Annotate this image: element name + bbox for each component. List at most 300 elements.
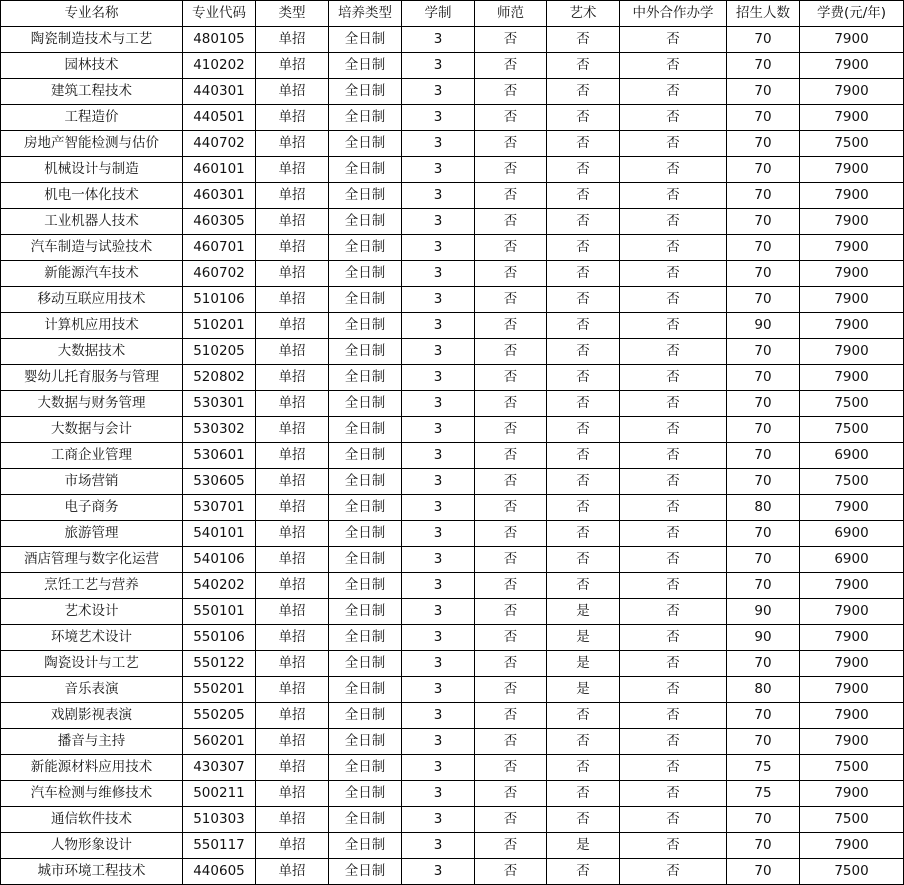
cell-major-name: 环境艺术设计 xyxy=(1,625,183,651)
cell-major-code: 530701 xyxy=(183,495,256,521)
column-header-tuition: 学费(元/年) xyxy=(800,1,904,27)
cell-art: 否 xyxy=(547,781,620,807)
cell-type: 单招 xyxy=(256,703,329,729)
cell-study-mode: 全日制 xyxy=(329,807,402,833)
cell-major-code: 460305 xyxy=(183,209,256,235)
cell-major-code: 440605 xyxy=(183,859,256,885)
cell-tuition: 7900 xyxy=(800,677,904,703)
cell-major-code: 440501 xyxy=(183,105,256,131)
table-row xyxy=(1,417,904,443)
cell-type: 单招 xyxy=(256,105,329,131)
cell-joint-program: 否 xyxy=(620,469,727,495)
cell-duration: 3 xyxy=(402,651,475,677)
table-row xyxy=(1,729,904,755)
cell-joint-program: 否 xyxy=(620,209,727,235)
cell-study-mode: 全日制 xyxy=(329,235,402,261)
table-row xyxy=(1,105,904,131)
table-row xyxy=(1,547,904,573)
table-row xyxy=(1,53,904,79)
cell-duration: 3 xyxy=(402,521,475,547)
cell-major-name: 建筑工程技术 xyxy=(1,79,183,105)
cell-enrollment: 70 xyxy=(727,79,800,105)
cell-duration: 3 xyxy=(402,365,475,391)
cell-joint-program: 否 xyxy=(620,599,727,625)
cell-art: 否 xyxy=(547,391,620,417)
cell-study-mode: 全日制 xyxy=(329,755,402,781)
cell-study-mode: 全日制 xyxy=(329,729,402,755)
table-row xyxy=(1,131,904,157)
cell-art: 否 xyxy=(547,495,620,521)
table-body xyxy=(1,27,904,885)
cell-enrollment: 70 xyxy=(727,547,800,573)
column-header-major-name: 专业名称 xyxy=(1,1,183,27)
cell-teacher-training: 否 xyxy=(475,287,547,313)
cell-enrollment: 75 xyxy=(727,781,800,807)
cell-major-name: 工程造价 xyxy=(1,105,183,131)
cell-study-mode: 全日制 xyxy=(329,833,402,859)
cell-joint-program: 否 xyxy=(620,703,727,729)
cell-joint-program: 否 xyxy=(620,339,727,365)
cell-art: 否 xyxy=(547,469,620,495)
cell-enrollment: 80 xyxy=(727,495,800,521)
cell-type: 单招 xyxy=(256,599,329,625)
cell-art: 是 xyxy=(547,599,620,625)
cell-major-name: 房地产智能检测与估价 xyxy=(1,131,183,157)
cell-study-mode: 全日制 xyxy=(329,339,402,365)
table-row xyxy=(1,313,904,339)
cell-duration: 3 xyxy=(402,391,475,417)
cell-enrollment: 70 xyxy=(727,261,800,287)
cell-tuition: 7500 xyxy=(800,469,904,495)
column-header-major-code: 专业代码 xyxy=(183,1,256,27)
cell-joint-program: 否 xyxy=(620,521,727,547)
table-row xyxy=(1,833,904,859)
cell-type: 单招 xyxy=(256,651,329,677)
cell-joint-program: 否 xyxy=(620,781,727,807)
table-row xyxy=(1,469,904,495)
cell-teacher-training: 否 xyxy=(475,781,547,807)
cell-duration: 3 xyxy=(402,495,475,521)
cell-enrollment: 70 xyxy=(727,729,800,755)
cell-enrollment: 70 xyxy=(727,573,800,599)
cell-enrollment: 70 xyxy=(727,833,800,859)
cell-joint-program: 否 xyxy=(620,495,727,521)
cell-enrollment: 90 xyxy=(727,625,800,651)
cell-joint-program: 否 xyxy=(620,131,727,157)
cell-art: 否 xyxy=(547,131,620,157)
cell-art: 否 xyxy=(547,105,620,131)
cell-tuition: 7500 xyxy=(800,391,904,417)
cell-tuition: 7900 xyxy=(800,313,904,339)
column-header-joint-program: 中外合作办学 xyxy=(620,1,727,27)
cell-major-name: 市场营销 xyxy=(1,469,183,495)
cell-teacher-training: 否 xyxy=(475,469,547,495)
cell-major-code: 550117 xyxy=(183,833,256,859)
cell-tuition: 7500 xyxy=(800,807,904,833)
table-row xyxy=(1,625,904,651)
cell-joint-program: 否 xyxy=(620,833,727,859)
cell-major-code: 500211 xyxy=(183,781,256,807)
cell-duration: 3 xyxy=(402,469,475,495)
table-row xyxy=(1,235,904,261)
cell-type: 单招 xyxy=(256,443,329,469)
table-row xyxy=(1,79,904,105)
table-row xyxy=(1,651,904,677)
cell-major-name: 移动互联应用技术 xyxy=(1,287,183,313)
cell-tuition: 7900 xyxy=(800,833,904,859)
cell-enrollment: 70 xyxy=(727,105,800,131)
cell-duration: 3 xyxy=(402,677,475,703)
cell-duration: 3 xyxy=(402,807,475,833)
cell-enrollment: 90 xyxy=(727,313,800,339)
cell-teacher-training: 否 xyxy=(475,755,547,781)
cell-study-mode: 全日制 xyxy=(329,443,402,469)
table-row xyxy=(1,807,904,833)
cell-major-name: 旅游管理 xyxy=(1,521,183,547)
cell-art: 否 xyxy=(547,27,620,53)
cell-duration: 3 xyxy=(402,105,475,131)
cell-art: 否 xyxy=(547,859,620,885)
cell-enrollment: 70 xyxy=(727,365,800,391)
cell-duration: 3 xyxy=(402,79,475,105)
cell-major-name: 陶瓷制造技术与工艺 xyxy=(1,27,183,53)
table-row xyxy=(1,703,904,729)
cell-duration: 3 xyxy=(402,235,475,261)
cell-study-mode: 全日制 xyxy=(329,183,402,209)
cell-major-name: 烹饪工艺与营养 xyxy=(1,573,183,599)
cell-art: 否 xyxy=(547,79,620,105)
cell-art: 否 xyxy=(547,755,620,781)
cell-teacher-training: 否 xyxy=(475,131,547,157)
cell-joint-program: 否 xyxy=(620,651,727,677)
cell-duration: 3 xyxy=(402,729,475,755)
cell-art: 是 xyxy=(547,833,620,859)
column-header-study-mode: 培养类型 xyxy=(329,1,402,27)
cell-type: 单招 xyxy=(256,781,329,807)
cell-art: 否 xyxy=(547,703,620,729)
cell-type: 单招 xyxy=(256,53,329,79)
cell-tuition: 7500 xyxy=(800,417,904,443)
column-header-duration: 学制 xyxy=(402,1,475,27)
cell-major-name: 播音与主持 xyxy=(1,729,183,755)
cell-duration: 3 xyxy=(402,261,475,287)
cell-tuition: 6900 xyxy=(800,521,904,547)
cell-major-name: 陶瓷设计与工艺 xyxy=(1,651,183,677)
cell-duration: 3 xyxy=(402,755,475,781)
cell-art: 否 xyxy=(547,339,620,365)
cell-type: 单招 xyxy=(256,521,329,547)
cell-joint-program: 否 xyxy=(620,53,727,79)
cell-teacher-training: 否 xyxy=(475,677,547,703)
cell-major-code: 530605 xyxy=(183,469,256,495)
cell-major-code: 430307 xyxy=(183,755,256,781)
cell-joint-program: 否 xyxy=(620,859,727,885)
cell-teacher-training: 否 xyxy=(475,729,547,755)
cell-enrollment: 70 xyxy=(727,469,800,495)
cell-teacher-training: 否 xyxy=(475,495,547,521)
cell-major-code: 550101 xyxy=(183,599,256,625)
cell-study-mode: 全日制 xyxy=(329,547,402,573)
cell-major-code: 550201 xyxy=(183,677,256,703)
cell-teacher-training: 否 xyxy=(475,807,547,833)
cell-type: 单招 xyxy=(256,157,329,183)
cell-major-name: 人物形象设计 xyxy=(1,833,183,859)
cell-tuition: 7900 xyxy=(800,729,904,755)
cell-art: 否 xyxy=(547,521,620,547)
cell-teacher-training: 否 xyxy=(475,209,547,235)
table-row xyxy=(1,261,904,287)
cell-major-name: 机电一体化技术 xyxy=(1,183,183,209)
cell-study-mode: 全日制 xyxy=(329,781,402,807)
cell-tuition: 7900 xyxy=(800,651,904,677)
cell-type: 单招 xyxy=(256,27,329,53)
cell-type: 单招 xyxy=(256,573,329,599)
cell-teacher-training: 否 xyxy=(475,703,547,729)
cell-type: 单招 xyxy=(256,313,329,339)
cell-major-code: 520802 xyxy=(183,365,256,391)
cell-major-code: 440702 xyxy=(183,131,256,157)
cell-major-code: 530302 xyxy=(183,417,256,443)
cell-tuition: 7900 xyxy=(800,625,904,651)
cell-art: 否 xyxy=(547,261,620,287)
cell-major-name: 艺术设计 xyxy=(1,599,183,625)
cell-teacher-training: 否 xyxy=(475,573,547,599)
cell-enrollment: 70 xyxy=(727,235,800,261)
cell-duration: 3 xyxy=(402,183,475,209)
cell-major-code: 410202 xyxy=(183,53,256,79)
cell-type: 单招 xyxy=(256,547,329,573)
cell-tuition: 7900 xyxy=(800,703,904,729)
cell-type: 单招 xyxy=(256,339,329,365)
cell-duration: 3 xyxy=(402,547,475,573)
cell-major-name: 工商企业管理 xyxy=(1,443,183,469)
cell-tuition: 7900 xyxy=(800,287,904,313)
cell-joint-program: 否 xyxy=(620,365,727,391)
cell-study-mode: 全日制 xyxy=(329,469,402,495)
cell-duration: 3 xyxy=(402,859,475,885)
cell-major-name: 汽车制造与试验技术 xyxy=(1,235,183,261)
cell-tuition: 7900 xyxy=(800,573,904,599)
table-row xyxy=(1,183,904,209)
cell-study-mode: 全日制 xyxy=(329,287,402,313)
cell-major-name: 计算机应用技术 xyxy=(1,313,183,339)
cell-type: 单招 xyxy=(256,495,329,521)
cell-major-name: 汽车检测与维修技术 xyxy=(1,781,183,807)
cell-enrollment: 80 xyxy=(727,677,800,703)
table-row xyxy=(1,781,904,807)
cell-joint-program: 否 xyxy=(620,547,727,573)
table-row xyxy=(1,27,904,53)
cell-study-mode: 全日制 xyxy=(329,417,402,443)
cell-tuition: 7900 xyxy=(800,599,904,625)
cell-enrollment: 70 xyxy=(727,183,800,209)
cell-duration: 3 xyxy=(402,625,475,651)
table-row xyxy=(1,755,904,781)
cell-major-code: 510106 xyxy=(183,287,256,313)
cell-major-code: 540106 xyxy=(183,547,256,573)
cell-major-name: 城市环境工程技术 xyxy=(1,859,183,885)
cell-art: 否 xyxy=(547,53,620,79)
cell-tuition: 7900 xyxy=(800,157,904,183)
cell-art: 否 xyxy=(547,547,620,573)
cell-enrollment: 70 xyxy=(727,417,800,443)
cell-tuition: 6900 xyxy=(800,547,904,573)
cell-art: 否 xyxy=(547,807,620,833)
cell-enrollment: 70 xyxy=(727,287,800,313)
cell-tuition: 7900 xyxy=(800,495,904,521)
cell-major-name: 新能源汽车技术 xyxy=(1,261,183,287)
cell-major-code: 480105 xyxy=(183,27,256,53)
table-row xyxy=(1,365,904,391)
cell-art: 否 xyxy=(547,287,620,313)
cell-study-mode: 全日制 xyxy=(329,313,402,339)
cell-type: 单招 xyxy=(256,469,329,495)
cell-art: 否 xyxy=(547,573,620,599)
table-row xyxy=(1,859,904,885)
cell-major-name: 通信软件技术 xyxy=(1,807,183,833)
cell-art: 否 xyxy=(547,313,620,339)
column-header-art: 艺术 xyxy=(547,1,620,27)
cell-duration: 3 xyxy=(402,339,475,365)
cell-major-name: 大数据技术 xyxy=(1,339,183,365)
cell-study-mode: 全日制 xyxy=(329,53,402,79)
cell-duration: 3 xyxy=(402,417,475,443)
cell-joint-program: 否 xyxy=(620,573,727,599)
cell-study-mode: 全日制 xyxy=(329,651,402,677)
cell-study-mode: 全日制 xyxy=(329,105,402,131)
cell-duration: 3 xyxy=(402,53,475,79)
cell-enrollment: 70 xyxy=(727,703,800,729)
cell-study-mode: 全日制 xyxy=(329,27,402,53)
cell-joint-program: 否 xyxy=(620,391,727,417)
cell-major-name: 新能源材料应用技术 xyxy=(1,755,183,781)
cell-major-code: 460701 xyxy=(183,235,256,261)
cell-type: 单招 xyxy=(256,807,329,833)
cell-tuition: 7900 xyxy=(800,105,904,131)
cell-joint-program: 否 xyxy=(620,677,727,703)
cell-enrollment: 70 xyxy=(727,807,800,833)
cell-study-mode: 全日制 xyxy=(329,703,402,729)
cell-type: 单招 xyxy=(256,131,329,157)
cell-type: 单招 xyxy=(256,209,329,235)
cell-joint-program: 否 xyxy=(620,313,727,339)
cell-tuition: 7900 xyxy=(800,183,904,209)
cell-study-mode: 全日制 xyxy=(329,677,402,703)
cell-art: 否 xyxy=(547,157,620,183)
cell-teacher-training: 否 xyxy=(475,391,547,417)
cell-major-code: 550205 xyxy=(183,703,256,729)
cell-major-name: 园林技术 xyxy=(1,53,183,79)
column-header-type: 类型 xyxy=(256,1,329,27)
cell-joint-program: 否 xyxy=(620,755,727,781)
table-header-row xyxy=(1,1,904,27)
cell-joint-program: 否 xyxy=(620,27,727,53)
cell-duration: 3 xyxy=(402,157,475,183)
cell-enrollment: 70 xyxy=(727,209,800,235)
cell-teacher-training: 否 xyxy=(475,261,547,287)
cell-art: 否 xyxy=(547,443,620,469)
cell-tuition: 7500 xyxy=(800,859,904,885)
table-row xyxy=(1,599,904,625)
cell-type: 单招 xyxy=(256,729,329,755)
cell-art: 是 xyxy=(547,677,620,703)
cell-type: 单招 xyxy=(256,859,329,885)
cell-enrollment: 70 xyxy=(727,391,800,417)
cell-teacher-training: 否 xyxy=(475,365,547,391)
cell-major-code: 530601 xyxy=(183,443,256,469)
cell-art: 否 xyxy=(547,417,620,443)
cell-major-name: 酒店管理与数字化运营 xyxy=(1,547,183,573)
cell-major-code: 550122 xyxy=(183,651,256,677)
cell-teacher-training: 否 xyxy=(475,443,547,469)
cell-joint-program: 否 xyxy=(620,79,727,105)
cell-study-mode: 全日制 xyxy=(329,131,402,157)
cell-teacher-training: 否 xyxy=(475,417,547,443)
cell-art: 否 xyxy=(547,365,620,391)
cell-major-code: 460702 xyxy=(183,261,256,287)
cell-major-code: 460301 xyxy=(183,183,256,209)
cell-teacher-training: 否 xyxy=(475,833,547,859)
cell-art: 否 xyxy=(547,183,620,209)
cell-major-name: 大数据与财务管理 xyxy=(1,391,183,417)
cell-major-code: 510303 xyxy=(183,807,256,833)
cell-study-mode: 全日制 xyxy=(329,859,402,885)
cell-major-code: 530301 xyxy=(183,391,256,417)
cell-duration: 3 xyxy=(402,27,475,53)
cell-teacher-training: 否 xyxy=(475,183,547,209)
cell-study-mode: 全日制 xyxy=(329,495,402,521)
cell-study-mode: 全日制 xyxy=(329,209,402,235)
cell-tuition: 7900 xyxy=(800,339,904,365)
cell-tuition: 6900 xyxy=(800,443,904,469)
cell-tuition: 7900 xyxy=(800,235,904,261)
cell-duration: 3 xyxy=(402,703,475,729)
cell-duration: 3 xyxy=(402,599,475,625)
cell-duration: 3 xyxy=(402,313,475,339)
table-row xyxy=(1,339,904,365)
cell-study-mode: 全日制 xyxy=(329,79,402,105)
column-header-teacher-training: 师范 xyxy=(475,1,547,27)
cell-major-name: 音乐表演 xyxy=(1,677,183,703)
cell-study-mode: 全日制 xyxy=(329,261,402,287)
cell-teacher-training: 否 xyxy=(475,313,547,339)
cell-type: 单招 xyxy=(256,755,329,781)
cell-enrollment: 70 xyxy=(727,859,800,885)
cell-joint-program: 否 xyxy=(620,417,727,443)
cell-study-mode: 全日制 xyxy=(329,599,402,625)
cell-study-mode: 全日制 xyxy=(329,157,402,183)
table-row xyxy=(1,157,904,183)
cell-enrollment: 90 xyxy=(727,599,800,625)
table-row xyxy=(1,495,904,521)
cell-study-mode: 全日制 xyxy=(329,573,402,599)
cell-art: 否 xyxy=(547,729,620,755)
cell-duration: 3 xyxy=(402,443,475,469)
cell-joint-program: 否 xyxy=(620,807,727,833)
cell-type: 单招 xyxy=(256,79,329,105)
table-row xyxy=(1,443,904,469)
cell-enrollment: 70 xyxy=(727,339,800,365)
cell-duration: 3 xyxy=(402,833,475,859)
cell-major-code: 540101 xyxy=(183,521,256,547)
cell-teacher-training: 否 xyxy=(475,521,547,547)
cell-major-code: 560201 xyxy=(183,729,256,755)
cell-tuition: 7900 xyxy=(800,365,904,391)
cell-joint-program: 否 xyxy=(620,235,727,261)
cell-teacher-training: 否 xyxy=(475,53,547,79)
cell-type: 单招 xyxy=(256,625,329,651)
cell-major-code: 510205 xyxy=(183,339,256,365)
